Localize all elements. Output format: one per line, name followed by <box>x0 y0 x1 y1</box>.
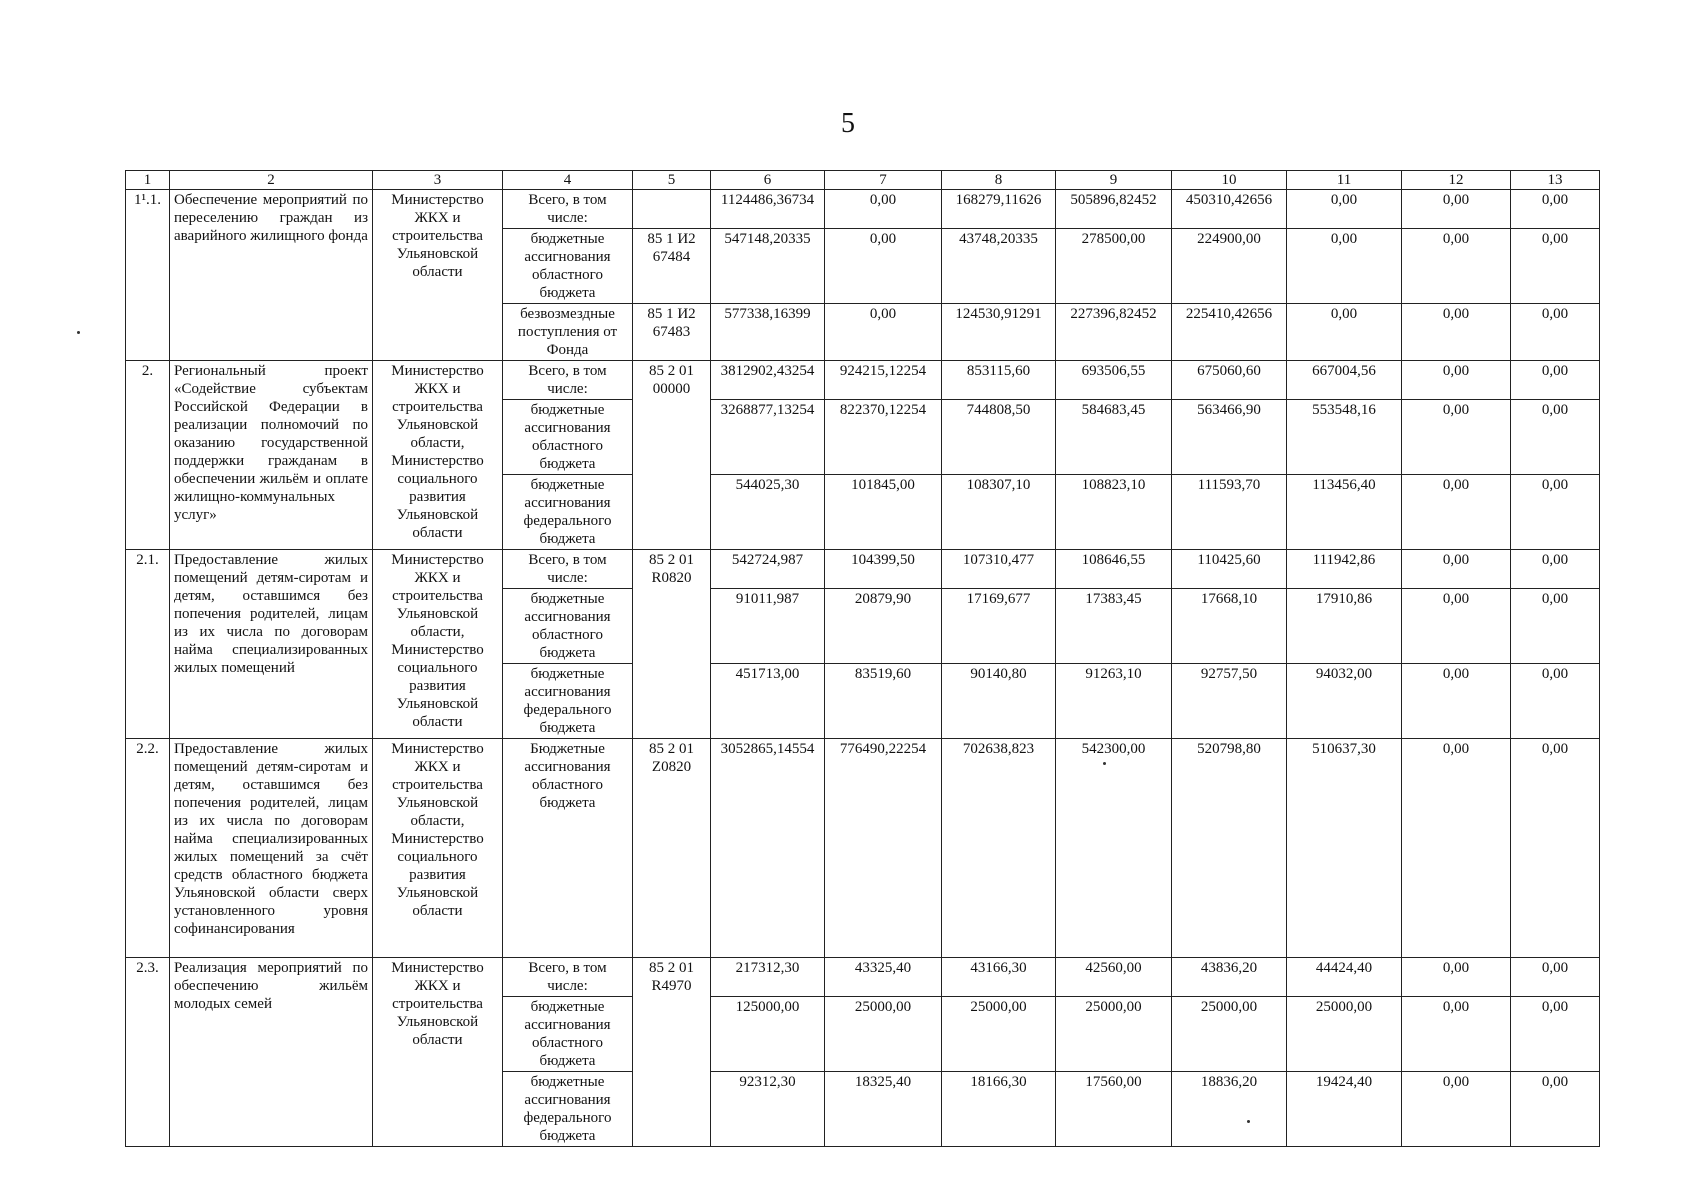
funding-source: Всего, в том числе: <box>503 958 633 997</box>
amount-cell: 94032,00 <box>1287 664 1402 739</box>
amount-cell: 563466,90 <box>1172 400 1287 475</box>
amount-cell: 83519,60 <box>825 664 942 739</box>
amount-cell: 110425,60 <box>1172 550 1287 589</box>
scan-speck <box>1247 1120 1250 1123</box>
amount-cell: 25000,00 <box>1056 997 1172 1072</box>
column-header: 6 <box>711 171 825 190</box>
column-header: 12 <box>1402 171 1511 190</box>
measure-name: Региональный проект «Содействие субъектам Российской Федерации в реализации полномочий по оказанию государственной поддержки гражданам в обеспечении жильём и оплате жилищно-коммунальных услуг» <box>170 361 373 550</box>
amount-cell: 227396,82452 <box>1056 304 1172 361</box>
funding-source: бюджетные ассигнования федерального бюджета <box>503 664 633 739</box>
amount-cell: 0,00 <box>1402 229 1511 304</box>
funding-source: бюджетные ассигнования федерального бюджета <box>503 475 633 550</box>
amount-cell: 0,00 <box>1402 304 1511 361</box>
amount-cell: 17383,45 <box>1056 589 1172 664</box>
responsible-executor: Министерство ЖКХ и строительства Ульяновской области, Министерство социального развития Ульяновской области <box>373 550 503 739</box>
amount-cell: 744808,50 <box>942 400 1056 475</box>
amount-cell: 224900,00 <box>1172 229 1287 304</box>
amount-cell: 0,00 <box>1402 190 1511 229</box>
amount-cell: 0,00 <box>1402 997 1511 1072</box>
amount-cell: 544025,30 <box>711 475 825 550</box>
amount-cell: 0,00 <box>1511 304 1600 361</box>
column-header: 4 <box>503 171 633 190</box>
amount-cell: 113456,40 <box>1287 475 1402 550</box>
amount-cell: 3268877,13254 <box>711 400 825 475</box>
amount-cell: 0,00 <box>1511 475 1600 550</box>
amount-cell: 18325,40 <box>825 1072 942 1147</box>
amount-cell: 667004,56 <box>1287 361 1402 400</box>
column-header: 3 <box>373 171 503 190</box>
amount-cell: 43325,40 <box>825 958 942 997</box>
amount-cell: 0,00 <box>1402 589 1511 664</box>
amount-cell: 0,00 <box>1511 958 1600 997</box>
table-row <box>126 190 1600 229</box>
measure-name: Предоставление жилых помещений детям-сиротам и детям, оставшимся без попечения родителей, лицам из их числа по договорам найма специализированных жилых помещений за счёт средств областного бюджета Ульяновской области сверх установленного уровня софинансирования <box>170 739 373 958</box>
amount-cell: 278500,00 <box>1056 229 1172 304</box>
amount-cell: 92312,30 <box>711 1072 825 1147</box>
amount-cell: 17910,86 <box>1287 589 1402 664</box>
column-header: 1 <box>126 171 170 190</box>
amount-cell: 0,00 <box>825 304 942 361</box>
funding-source: бюджетные ассигнования областного бюджета <box>503 997 633 1072</box>
amount-cell: 0,00 <box>1511 664 1600 739</box>
funding-source: Всего, в том числе: <box>503 361 633 400</box>
table-row <box>126 361 1600 400</box>
column-header: 9 <box>1056 171 1172 190</box>
amount-cell: 0,00 <box>1402 550 1511 589</box>
table-row <box>126 958 1600 997</box>
amount-cell: 0,00 <box>1402 361 1511 400</box>
funding-source: бюджетные ассигнования областного бюджета <box>503 400 633 475</box>
funding-source: безвозмездные поступления от Фонда <box>503 304 633 361</box>
amount-cell: 0,00 <box>1511 997 1600 1072</box>
amount-cell: 1124486,36734 <box>711 190 825 229</box>
amount-cell: 3052865,14554 <box>711 739 825 958</box>
amount-cell: 101845,00 <box>825 475 942 550</box>
amount-cell: 0,00 <box>1511 361 1600 400</box>
column-header: 7 <box>825 171 942 190</box>
amount-cell: 111593,70 <box>1172 475 1287 550</box>
amount-cell: 18836,20 <box>1172 1072 1287 1147</box>
amount-cell: 693506,55 <box>1056 361 1172 400</box>
column-header: 11 <box>1287 171 1402 190</box>
amount-cell: 168279,11626 <box>942 190 1056 229</box>
column-header: 2 <box>170 171 373 190</box>
amount-cell: 0,00 <box>825 190 942 229</box>
amount-cell: 108823,10 <box>1056 475 1172 550</box>
amount-cell: 25000,00 <box>1287 997 1402 1072</box>
column-header: 8 <box>942 171 1056 190</box>
amount-cell: 43166,30 <box>942 958 1056 997</box>
amount-cell: 542724,987 <box>711 550 825 589</box>
responsible-executor: Министерство ЖКХ и строительства Ульяновской области, Министерство социального развития Ульяновской области <box>373 361 503 550</box>
amount-cell: 0,00 <box>1402 958 1511 997</box>
column-header: 10 <box>1172 171 1287 190</box>
measure-name: Обеспечение мероприятий по переселению граждан из аварийного жилищного фонда <box>170 190 373 361</box>
column-number-row <box>126 171 1600 190</box>
amount-cell: 20879,90 <box>825 589 942 664</box>
amount-cell: 0,00 <box>1511 190 1600 229</box>
amount-cell: 111942,86 <box>1287 550 1402 589</box>
page-number: 5 <box>841 108 855 139</box>
row-number: 2.1. <box>126 550 170 739</box>
amount-cell: 3812902,43254 <box>711 361 825 400</box>
amount-cell: 125000,00 <box>711 997 825 1072</box>
budget-code: 85 2 01 00000 <box>633 361 711 550</box>
amount-cell: 0,00 <box>1287 190 1402 229</box>
funding-source: бюджетные ассигнования федерального бюджета <box>503 1072 633 1147</box>
amount-cell: 0,00 <box>1511 229 1600 304</box>
amount-cell: 0,00 <box>1511 589 1600 664</box>
amount-cell: 0,00 <box>1287 304 1402 361</box>
amount-cell: 451713,00 <box>711 664 825 739</box>
amount-cell: 25000,00 <box>825 997 942 1072</box>
amount-cell: 17668,10 <box>1172 589 1287 664</box>
amount-cell: 92757,50 <box>1172 664 1287 739</box>
amount-cell: 776490,22254 <box>825 739 942 958</box>
amount-cell: 104399,50 <box>825 550 942 589</box>
responsible-executor: Министерство ЖКХ и строительства Ульяновской области, Министерство социального развития Ульяновской области <box>373 739 503 958</box>
amount-cell: 225410,42656 <box>1172 304 1287 361</box>
measure-name: Реализация мероприятий по обеспечению жильём молодых семей <box>170 958 373 1147</box>
amount-cell: 520798,80 <box>1172 739 1287 958</box>
amount-cell: 553548,16 <box>1287 400 1402 475</box>
amount-cell: 547148,20335 <box>711 229 825 304</box>
budget-code: 85 2 01 Z0820 <box>633 739 711 958</box>
amount-cell: 42560,00 <box>1056 958 1172 997</box>
amount-cell: 0,00 <box>1402 739 1511 958</box>
amount-cell: 90140,80 <box>942 664 1056 739</box>
amount-cell: 675060,60 <box>1172 361 1287 400</box>
amount-cell: 853115,60 <box>942 361 1056 400</box>
funding-source: Всего, в том числе: <box>503 190 633 229</box>
budget-code: 85 2 01 R4970 <box>633 958 711 1147</box>
column-header: 13 <box>1511 171 1600 190</box>
responsible-executor: Министерство ЖКХ и строительства Ульяновской области <box>373 958 503 1147</box>
row-number: 2.2. <box>126 739 170 958</box>
amount-cell: 25000,00 <box>1172 997 1287 1072</box>
amount-cell: 505896,82452 <box>1056 190 1172 229</box>
amount-cell: 924215,12254 <box>825 361 942 400</box>
amount-cell: 17169,677 <box>942 589 1056 664</box>
funding-source: Всего, в том числе: <box>503 550 633 589</box>
amount-cell: 25000,00 <box>942 997 1056 1072</box>
amount-cell: 19424,40 <box>1287 1072 1402 1147</box>
measure-name: Предоставление жилых помещений детям-сиротам и детям, оставшимся без попечения родителей, лицам из их числа по договорам найма специализированных жилых помещений <box>170 550 373 739</box>
responsible-executor: Министерство ЖКХ и строительства Ульяновской области <box>373 190 503 361</box>
budget-code <box>633 190 711 229</box>
amount-cell: 510637,30 <box>1287 739 1402 958</box>
amount-cell: 43836,20 <box>1172 958 1287 997</box>
scan-speck <box>1103 762 1106 765</box>
amount-cell: 577338,16399 <box>711 304 825 361</box>
budget-code: 85 2 01 R0820 <box>633 550 711 739</box>
table-row <box>126 550 1600 589</box>
amount-cell: 822370,12254 <box>825 400 942 475</box>
amount-cell: 124530,91291 <box>942 304 1056 361</box>
amount-cell: 44424,40 <box>1287 958 1402 997</box>
amount-cell: 450310,42656 <box>1172 190 1287 229</box>
amount-cell: 0,00 <box>1402 1072 1511 1147</box>
amount-cell: 0,00 <box>1511 400 1600 475</box>
amount-cell: 0,00 <box>1511 739 1600 958</box>
amount-cell: 17560,00 <box>1056 1072 1172 1147</box>
amount-cell: 0,00 <box>1402 400 1511 475</box>
row-number: 1¹.1. <box>126 190 170 361</box>
table-row <box>126 739 1600 958</box>
budget-table <box>125 170 1600 1147</box>
funding-source: бюджетные ассигнования областного бюджета <box>503 229 633 304</box>
amount-cell: 217312,30 <box>711 958 825 997</box>
amount-cell: 18166,30 <box>942 1072 1056 1147</box>
amount-cell: 0,00 <box>1402 475 1511 550</box>
amount-cell: 702638,823 <box>942 739 1056 958</box>
budget-code: 85 1 И2 67483 <box>633 304 711 361</box>
amount-cell: 91263,10 <box>1056 664 1172 739</box>
amount-cell: 0,00 <box>825 229 942 304</box>
amount-cell: 0,00 <box>1511 550 1600 589</box>
amount-cell: 584683,45 <box>1056 400 1172 475</box>
amount-cell: 108307,10 <box>942 475 1056 550</box>
funding-source: Бюджетные ассигнования областного бюджета <box>503 739 633 958</box>
amount-cell: 0,00 <box>1402 664 1511 739</box>
row-number: 2.3. <box>126 958 170 1147</box>
amount-cell: 0,00 <box>1511 1072 1600 1147</box>
amount-cell: 107310,477 <box>942 550 1056 589</box>
budget-code: 85 1 И2 67484 <box>633 229 711 304</box>
amount-cell: 542300,00 <box>1056 739 1172 958</box>
row-number: 2. <box>126 361 170 550</box>
amount-cell: 0,00 <box>1287 229 1402 304</box>
scan-speck <box>77 331 80 334</box>
funding-source: бюджетные ассигнования областного бюджета <box>503 589 633 664</box>
column-header: 5 <box>633 171 711 190</box>
amount-cell: 91011,987 <box>711 589 825 664</box>
amount-cell: 108646,55 <box>1056 550 1172 589</box>
amount-cell: 43748,20335 <box>942 229 1056 304</box>
